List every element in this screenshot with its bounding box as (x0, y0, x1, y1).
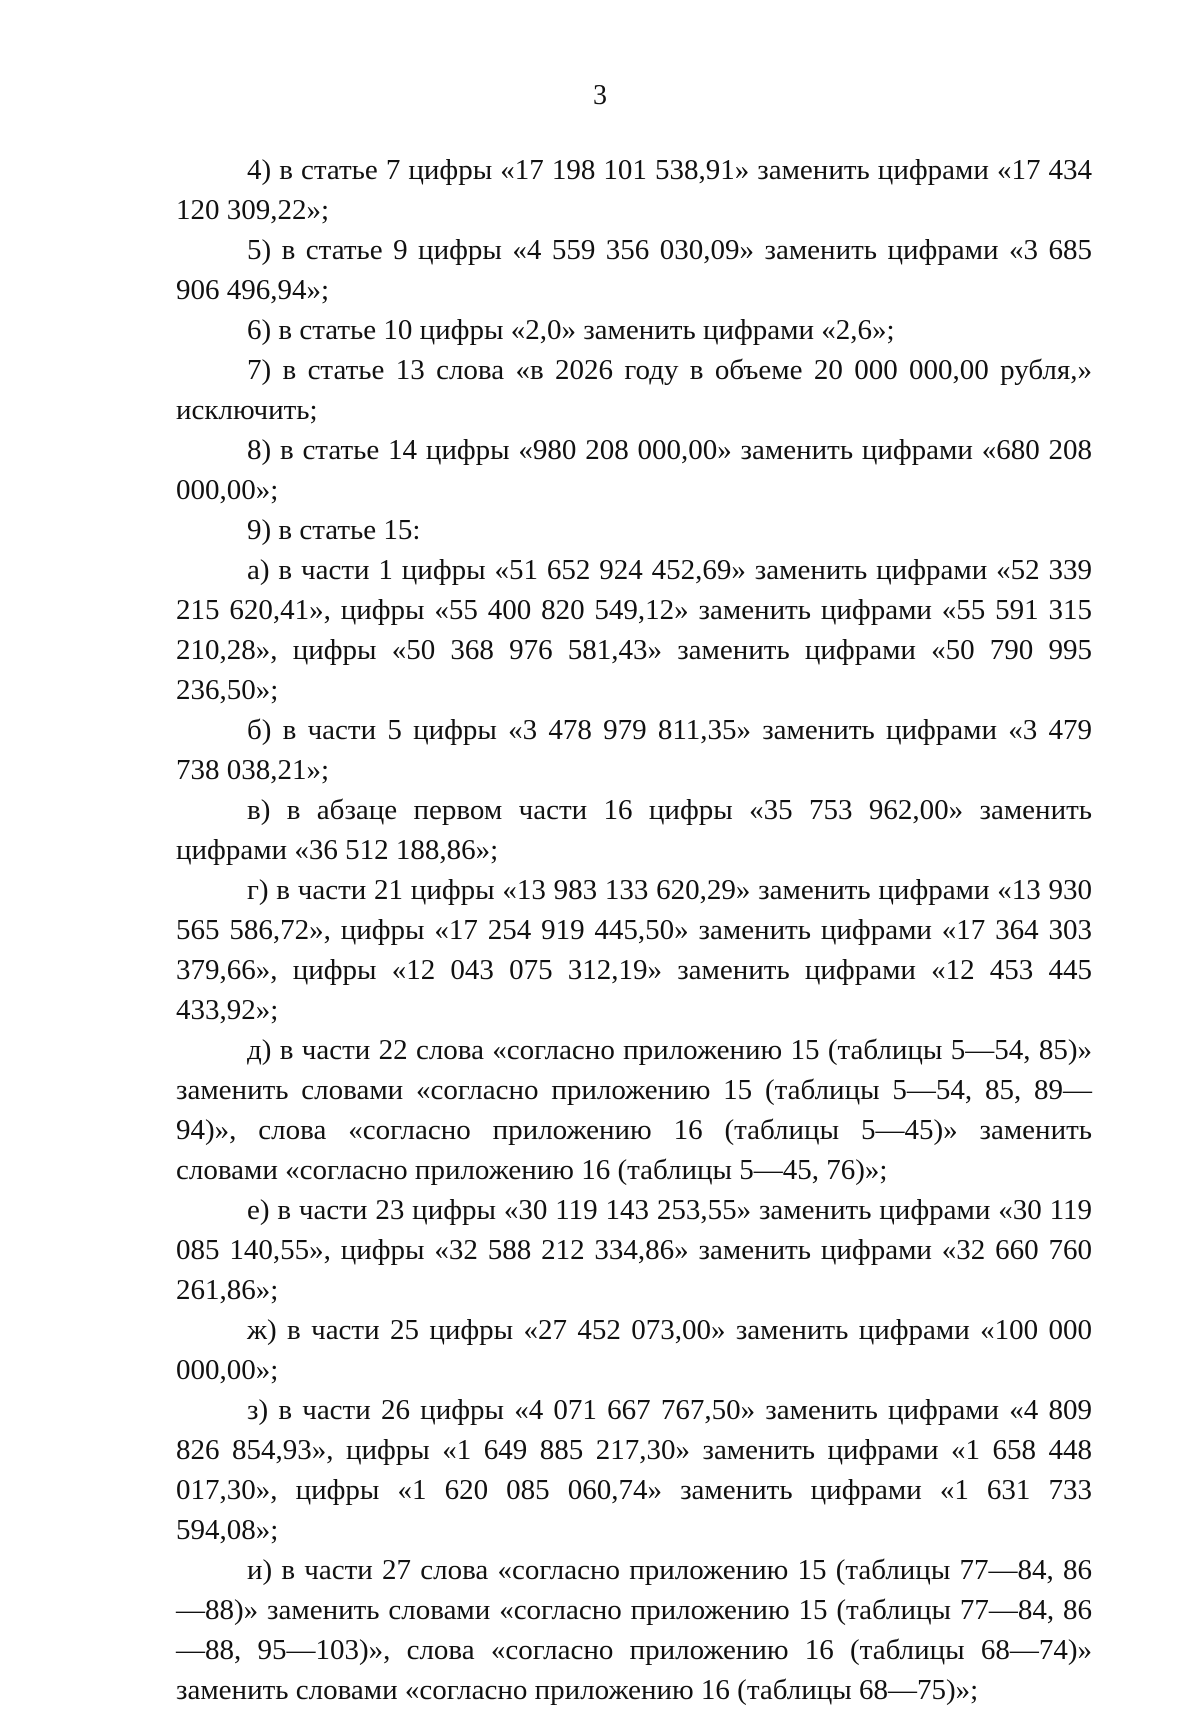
paragraph-subitem-g: г) в части 21 цифры «13 983 133 620,29» заменить цифрами «13 930 565 586,72», цифры «17 254 919 445,50» заменить цифрами «17 364 303 379,66», цифры «12 043 075 312,19» заменить цифрами «12 453 445 433,92»; (176, 874, 1092, 1026)
page-number: 3 (593, 80, 607, 111)
paragraph-subitem-e: е) в части 23 цифры «30 119 143 253,55» заменить цифрами «30 119 085 140,55», цифры «32 588 212 334,86» заменить цифрами «32 660 760 261,86»; (176, 1194, 1092, 1306)
paragraph-subitem-i: и) в части 27 слова «согласно приложению 15 (таблицы 77—84, 86—88)» заменить словами «согласно приложению 15 (таблицы 77—84, 86—88, 95—103)», слова «согласно приложению 16 (таблицы 68—74)» заменить словами «согласно приложению 16 (таблицы 68—75)»; (176, 1554, 1092, 1706)
paragraph-item-9: 9) в статье 15: (247, 514, 421, 546)
paragraph-item-5: 5) в статье 9 цифры «4 559 356 030,09» заменить цифрами «3 685 906 496,94»; (176, 234, 1092, 306)
paragraph-item-6: 6) в статье 10 цифры «2,0» заменить цифрами «2,6»; (247, 314, 895, 346)
paragraph-subitem-zh: ж) в части 25 цифры «27 452 073,00» заменить цифрами «100 000 000,00»; (176, 1314, 1092, 1386)
paragraph-subitem-z: з) в части 26 цифры «4 071 667 767,50» заменить цифрами «4 809 826 854,93», цифры «1 649 885 217,30» заменить цифрами «1 658 448 017,30», цифры «1 620 085 060,74» заменить цифрами «1 631 733 594,08»; (176, 1394, 1092, 1546)
paragraph-item-4: 4) в статье 7 цифры «17 198 101 538,91» заменить цифрами «17 434 120 309,22»; (176, 154, 1092, 226)
paragraph-subitem-d: д) в части 22 слова «согласно приложению 15 (таблицы 5—54, 85)» заменить словами «согласно приложению 15 (таблицы 5—54, 85, 89—94)», слова «согласно приложению 16 (таблицы 5—45)» заменить словами «согласно приложению 16 (таблицы 5—45, 76)»; (176, 1034, 1092, 1186)
paragraph-subitem-b: б) в части 5 цифры «3 478 979 811,35» заменить цифрами «3 479 738 038,21»; (176, 714, 1092, 786)
paragraph-item-8: 8) в статье 14 цифры «980 208 000,00» заменить цифрами «680 208 000,00»; (176, 434, 1092, 506)
paragraph-item-7: 7) в статье 13 слова «в 2026 году в объеме 20 000 000,00 рубля,» исключить; (176, 354, 1092, 426)
paragraph-subitem-a: а) в части 1 цифры «51 652 924 452,69» заменить цифрами «52 339 215 620,41», цифры «55 400 820 549,12» заменить цифрами «55 591 315 210,28», цифры «50 368 976 581,43» заменить цифрами «50 790 995 236,50»; (176, 554, 1092, 706)
document-body (176, 150, 1092, 1710)
paragraph-subitem-v: в) в абзаце первом части 16 цифры «35 753 962,00» заменить цифрами «36 512 188,86»; (176, 794, 1092, 866)
